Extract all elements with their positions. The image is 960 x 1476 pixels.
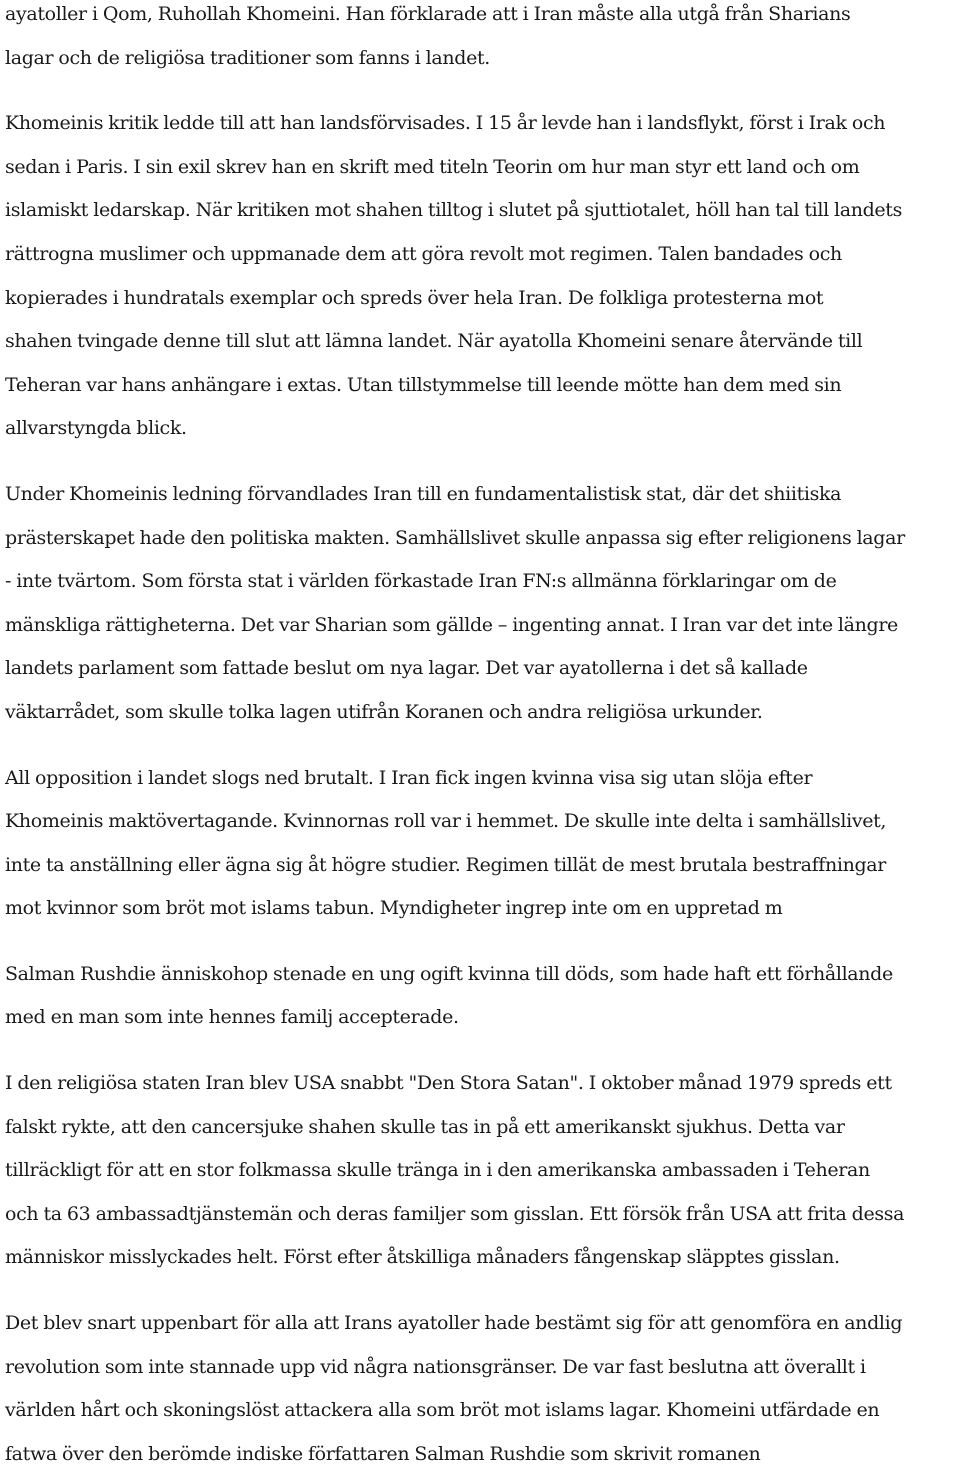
paragraph-gap — [5, 931, 960, 953]
text-line: människor misslyckades helt. Först efter åtskilliga månaders fångenskap släpptes gisslan. — [5, 1246, 840, 1269]
text-line: rättrogna muslimer och uppmanade dem att göra revolt mot regimen. Talen bandades och — [5, 242, 842, 265]
text-line: inte ta anställning eller ägna sig åt högre studier. Regimen tillät de mest brutala bestraffningar — [5, 853, 886, 876]
text-line: och ta 63 ambassadtjänstemän och deras familjer som gisslan. Ett försök från USA att frita dessa — [5, 1202, 905, 1225]
text-line: I den religiösa staten Iran blev USA snabbt "Den Stora Satan". I oktober månad 1979 spreds ett — [5, 1072, 892, 1095]
text-line: fatwa över den berömde indiske författaren Salman Rushdie som skrivit romanen — [5, 1442, 761, 1465]
paragraph-gap — [5, 735, 960, 757]
text-line: världen hårt och skoningslöst attackera alla som bröt mot islams lagar. Khomeini utfärdade en — [5, 1399, 880, 1422]
text-line: All opposition i landet slogs ned brutalt. I Iran fick ingen kvinna visa sig utan slöja efter — [5, 766, 813, 789]
text-line: islamiskt ledarskap. När kritiken mot shahen tilltog i slutet på sjuttiotalet, höll han tal till landets — [5, 199, 902, 222]
text-line: Salman Rushdie änniskohop stenade en ung ogift kvinna till döds, som hade haft ett förhållande — [5, 962, 893, 985]
text-line: Teheran var hans anhängare i extas. Utan tillstymmelse till leende mötte han dem med sin — [5, 373, 842, 396]
text-line: landets parlament som fattade beslut om nya lagar. Det var ayatollerna i det så kallade — [5, 657, 808, 680]
text-line: kopierades i hundratals exemplar och spreds över hela Iran. De folkliga protesterna mot — [5, 286, 824, 309]
text-line: Khomeinis kritik ledde till att han landsförvisades. I 15 år levde han i landsflykt, först i Irak och — [5, 112, 886, 135]
document-page — [5, 0, 960, 1476]
paragraph-gap — [5, 80, 960, 102]
text-line: Det blev snart uppenbart för alla att Irans ayatoller hade bestämt sig för att genomföra en andlig — [5, 1312, 903, 1335]
paragraph-6 — [5, 1062, 960, 1280]
paragraph-4 — [5, 757, 960, 931]
paragraph-gap — [5, 451, 960, 473]
paragraph-3 — [5, 473, 960, 735]
text-line: revolution som inte stannade upp vid några nationsgränser. De var fast beslutna att överallt i — [5, 1355, 866, 1378]
paragraph-1 — [5, 0, 960, 80]
text-line: väktarrådet, som skulle tolka lagen utifrån Koranen och andra religiösa urkunder. — [5, 700, 763, 723]
text-line: allvarstyngda blick. — [5, 417, 187, 440]
text-line: falskt rykte, att den cancersjuke shahen skulle tas in på ett amerikanskt sjukhus. Detta var — [5, 1115, 845, 1138]
text-line: tillräckligt för att en stor folkmassa skulle tränga in i den amerikanska ambassaden i Teheran — [5, 1159, 870, 1182]
text-line: prästerskapet hade den politiska makten. Samhällslivet skulle anpassa sig efter religionens lagar — [5, 526, 905, 549]
text-line: sedan i Paris. I sin exil skrev han en skrift med titeln Teorin om hur man styr ett land och om — [5, 155, 860, 178]
text-line: shahen tvingade denne till slut att lämna landet. När ayatolla Khomeini senare återvände till — [5, 330, 863, 353]
paragraph-gap — [5, 1280, 960, 1302]
text-line: Khomeinis maktövertagande. Kvinnornas roll var i hemmet. De skulle inte delta i samhällslivet, — [5, 810, 887, 833]
text-line: med en man som inte hennes familj accepterade. — [5, 1006, 459, 1029]
paragraph-gap — [5, 1040, 960, 1062]
text-line: mot kvinnor som bröt mot islams tabun. Myndigheter ingrep inte om en uppretad m — [5, 897, 783, 920]
text-line: mänskliga rättigheterna. Det var Sharian som gällde – ingenting annat. I Iran var det inte längre — [5, 613, 898, 636]
paragraph-5 — [5, 953, 960, 1040]
text-line: lagar och de religiösa traditioner som fanns i landet. — [5, 46, 490, 69]
text-line: - inte tvärtom. Som första stat i världen förkastade Iran FN:s allmänna förklaringar om de — [5, 570, 837, 593]
text-line: Under Khomeinis ledning förvandlades Iran till en fundamentalistisk stat, där det shiitiska — [5, 482, 842, 505]
text-line: ayatoller i Qom, Ruhollah Khomeini. Han förklarade att i Iran måste alla utgå från Sharians — [5, 3, 851, 25]
paragraph-7 — [5, 1302, 960, 1476]
paragraph-2 — [5, 102, 960, 451]
